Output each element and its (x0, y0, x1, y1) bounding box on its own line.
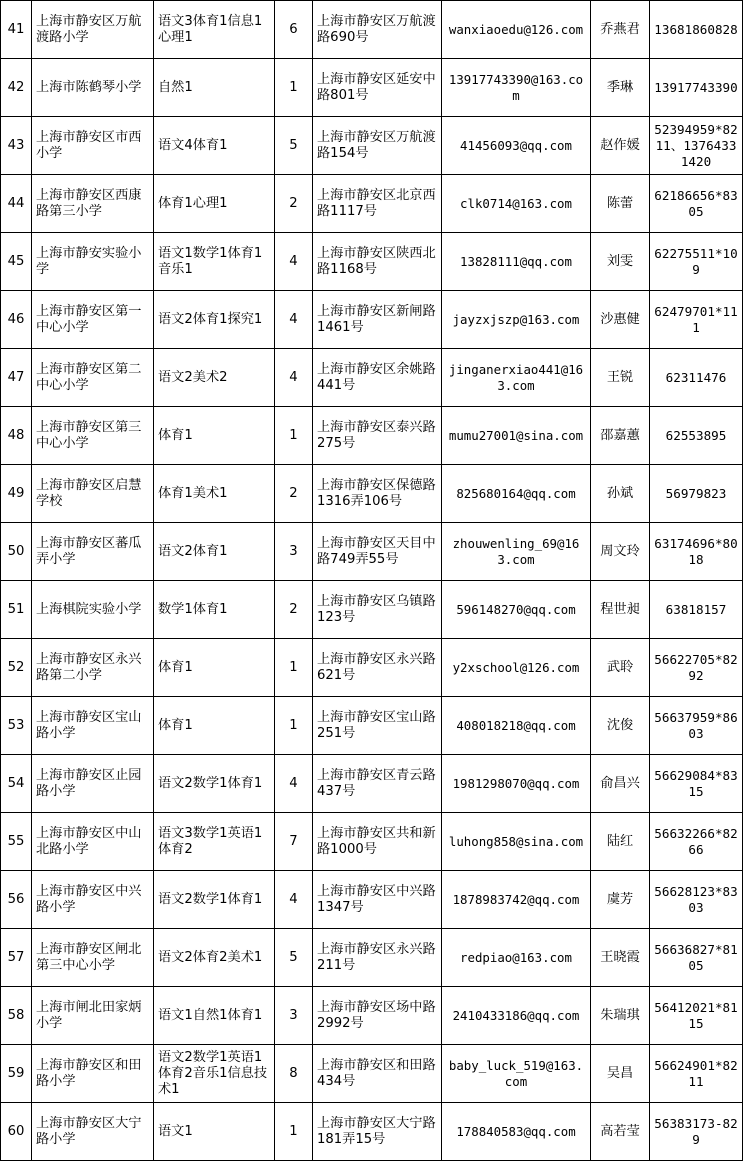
contact-phone: 56632266*8266 (650, 813, 743, 871)
table-row (1, 291, 743, 349)
contact-person: 朱瑞琪 (591, 987, 650, 1045)
contact-email: clk0714@163.com (442, 175, 591, 233)
position-count: 1 (275, 639, 313, 697)
position-count: 4 (275, 291, 313, 349)
contact-email: 596148270@qq.com (442, 581, 591, 639)
table-row (1, 697, 743, 755)
position-needs: 语文3体育1信息1心理1 (154, 1, 275, 59)
position-needs: 体育1心理1 (154, 175, 275, 233)
position-needs: 语文2数学1体育1 (154, 755, 275, 813)
contact-phone: 62275511*109 (650, 233, 743, 291)
position-needs: 语文2体育1 (154, 523, 275, 581)
school-name: 上海市静安区第三中心小学 (32, 407, 154, 465)
position-needs: 语文4体育1 (154, 117, 275, 175)
contact-phone: 62479701*111 (650, 291, 743, 349)
position-count: 2 (275, 175, 313, 233)
school-address: 上海市静安区北京西路1117号 (313, 175, 442, 233)
school-name: 上海市静安区和田路小学 (32, 1045, 154, 1103)
contact-person: 周文玲 (591, 523, 650, 581)
position-needs: 语文1自然1体育1 (154, 987, 275, 1045)
school-address: 上海市静安区延安中路801号 (313, 59, 442, 117)
table-row (1, 523, 743, 581)
table-row (1, 117, 743, 175)
school-name: 上海市静安区闸北第三中心小学 (32, 929, 154, 987)
position-needs: 语文2美术2 (154, 349, 275, 407)
row-number: 47 (1, 349, 32, 407)
table-row (1, 1, 743, 59)
school-address: 上海市静安区保德路1316弄106号 (313, 465, 442, 523)
contact-phone: 56637959*8603 (650, 697, 743, 755)
contact-phone: 63174696*8018 (650, 523, 743, 581)
school-address: 上海市静安区中兴路1347号 (313, 871, 442, 929)
contact-email: 13917743390@163.com (442, 59, 591, 117)
school-name: 上海市静安区启慧学校 (32, 465, 154, 523)
school-address: 上海市静安区宝山路251号 (313, 697, 442, 755)
contact-phone: 56412021*8115 (650, 987, 743, 1045)
contact-phone: 56622705*8292 (650, 639, 743, 697)
position-count: 5 (275, 117, 313, 175)
contact-phone: 56628123*8303 (650, 871, 743, 929)
school-name: 上海市静安区永兴路第二小学 (32, 639, 154, 697)
position-count: 6 (275, 1, 313, 59)
contact-email: 408018218@qq.com (442, 697, 591, 755)
contact-phone: 56383173-829 (650, 1103, 743, 1161)
position-needs: 语文1数学1体育1音乐1 (154, 233, 275, 291)
school-address: 上海市静安区永兴路621号 (313, 639, 442, 697)
table-row (1, 581, 743, 639)
position-count: 4 (275, 233, 313, 291)
contact-person: 俞昌兴 (591, 755, 650, 813)
position-count: 1 (275, 697, 313, 755)
position-count: 8 (275, 1045, 313, 1103)
school-name: 上海市静安区第一中心小学 (32, 291, 154, 349)
position-needs: 语文3数学1英语1体育2 (154, 813, 275, 871)
contact-email: 2410433186@qq.com (442, 987, 591, 1045)
contact-person: 陈蕾 (591, 175, 650, 233)
row-number: 44 (1, 175, 32, 233)
position-needs: 体育1美术1 (154, 465, 275, 523)
table-row (1, 407, 743, 465)
position-count: 3 (275, 523, 313, 581)
school-address: 上海市静安区泰兴路275号 (313, 407, 442, 465)
school-name: 上海市静安区市西小学 (32, 117, 154, 175)
school-address: 上海市静安区乌镇路123号 (313, 581, 442, 639)
school-name: 上海市静安区第二中心小学 (32, 349, 154, 407)
contact-email: jayzxjszp@163.com (442, 291, 591, 349)
contact-person: 赵作媛 (591, 117, 650, 175)
row-number: 59 (1, 1045, 32, 1103)
row-number: 57 (1, 929, 32, 987)
row-number: 52 (1, 639, 32, 697)
contact-email: 13828111@qq.com (442, 233, 591, 291)
contact-person: 沙惠健 (591, 291, 650, 349)
contact-email: mumu27001@sina.com (442, 407, 591, 465)
school-address: 上海市静安区大宁路181弄15号 (313, 1103, 442, 1161)
contact-person: 乔燕君 (591, 1, 650, 59)
table-row (1, 1045, 743, 1103)
row-number: 53 (1, 697, 32, 755)
position-needs: 语文2数学1英语1体育2音乐1信息技术1 (154, 1045, 275, 1103)
contact-person: 吴昌 (591, 1045, 650, 1103)
contact-email: redpiao@163.com (442, 929, 591, 987)
contact-email: baby_luck_519@163.com (442, 1045, 591, 1103)
contact-phone: 62186656*8305 (650, 175, 743, 233)
row-number: 55 (1, 813, 32, 871)
contact-person: 孙斌 (591, 465, 650, 523)
table-row (1, 175, 743, 233)
contact-person: 沈俊 (591, 697, 650, 755)
row-number: 46 (1, 291, 32, 349)
row-number: 49 (1, 465, 32, 523)
school-name: 上海市静安区蕃瓜弄小学 (32, 523, 154, 581)
position-count: 1 (275, 59, 313, 117)
position-count: 1 (275, 407, 313, 465)
contact-person: 王锐 (591, 349, 650, 407)
row-number: 51 (1, 581, 32, 639)
table-row (1, 987, 743, 1045)
contact-phone: 52394959*8211、13764331420 (650, 117, 743, 175)
school-address: 上海市静安区青云路437号 (313, 755, 442, 813)
contact-phone: 63818157 (650, 581, 743, 639)
contact-person: 武聆 (591, 639, 650, 697)
contact-person: 高若莹 (591, 1103, 650, 1161)
table-row (1, 639, 743, 697)
contact-email: 41456093@qq.com (442, 117, 591, 175)
position-count: 4 (275, 871, 313, 929)
school-name: 上海市静安区万航渡路小学 (32, 1, 154, 59)
position-count: 2 (275, 465, 313, 523)
position-needs: 语文1 (154, 1103, 275, 1161)
school-name: 上海市静安区中山北路小学 (32, 813, 154, 871)
contact-phone: 13681860828 (650, 1, 743, 59)
contact-phone: 13917743390 (650, 59, 743, 117)
contact-person: 虞芳 (591, 871, 650, 929)
contact-phone: 62311476 (650, 349, 743, 407)
school-name: 上海市静安区大宁路小学 (32, 1103, 154, 1161)
position-count: 5 (275, 929, 313, 987)
row-number: 56 (1, 871, 32, 929)
position-count: 4 (275, 349, 313, 407)
school-address: 上海市静安区和田路434号 (313, 1045, 442, 1103)
school-name: 上海市静安区止园路小学 (32, 755, 154, 813)
contact-person: 邵嘉蕙 (591, 407, 650, 465)
contact-phone: 62553895 (650, 407, 743, 465)
contact-email: 825680164@qq.com (442, 465, 591, 523)
table-row (1, 1103, 743, 1161)
contact-phone: 56636827*8105 (650, 929, 743, 987)
school-name: 上海市静安区宝山路小学 (32, 697, 154, 755)
row-number: 43 (1, 117, 32, 175)
position-needs: 语文2体育2美术1 (154, 929, 275, 987)
row-number: 41 (1, 1, 32, 59)
school-address: 上海市静安区共和新路1000号 (313, 813, 442, 871)
row-number: 58 (1, 987, 32, 1045)
row-number: 60 (1, 1103, 32, 1161)
school-address: 上海市静安区万航渡路154号 (313, 117, 442, 175)
position-needs: 自然1 (154, 59, 275, 117)
table-row (1, 929, 743, 987)
contact-phone: 56629084*8315 (650, 755, 743, 813)
contact-email: wanxiaoedu@126.com (442, 1, 591, 59)
row-number: 42 (1, 59, 32, 117)
contact-email: zhouwenling_69@163.com (442, 523, 591, 581)
contact-person: 季琳 (591, 59, 650, 117)
contact-email: 1981298070@qq.com (442, 755, 591, 813)
position-count: 4 (275, 755, 313, 813)
contact-email: luhong858@sina.com (442, 813, 591, 871)
contact-person: 王晓霞 (591, 929, 650, 987)
school-name: 上海市陈鹤琴小学 (32, 59, 154, 117)
table-row (1, 755, 743, 813)
contact-email: y2xschool@126.com (442, 639, 591, 697)
school-address: 上海市静安区余姚路441号 (313, 349, 442, 407)
row-number: 54 (1, 755, 32, 813)
school-name: 上海市闸北田家炳小学 (32, 987, 154, 1045)
position-count: 1 (275, 1103, 313, 1161)
school-name: 上海市静安实验小学 (32, 233, 154, 291)
contact-email: 1878983742@qq.com (442, 871, 591, 929)
table-row (1, 813, 743, 871)
contact-email: jinganerxiao441@163.com (442, 349, 591, 407)
school-name: 上海市静安区中兴路小学 (32, 871, 154, 929)
table-row (1, 465, 743, 523)
school-address: 上海市静安区万航渡路690号 (313, 1, 442, 59)
position-needs: 体育1 (154, 639, 275, 697)
contact-person: 刘雯 (591, 233, 650, 291)
contact-phone: 56979823 (650, 465, 743, 523)
position-needs: 数学1体育1 (154, 581, 275, 639)
school-name: 上海市静安区西康路第三小学 (32, 175, 154, 233)
row-number: 50 (1, 523, 32, 581)
contact-person: 陆红 (591, 813, 650, 871)
position-needs: 语文2体育1探究1 (154, 291, 275, 349)
table-row (1, 59, 743, 117)
row-number: 45 (1, 233, 32, 291)
table-row (1, 233, 743, 291)
table-body (1, 1, 743, 1161)
position-count: 3 (275, 987, 313, 1045)
table-row (1, 871, 743, 929)
school-name: 上海棋院实验小学 (32, 581, 154, 639)
school-address: 上海市静安区陕西北路1168号 (313, 233, 442, 291)
position-count: 2 (275, 581, 313, 639)
contact-person: 程世昶 (591, 581, 650, 639)
school-address: 上海市静安区永兴路211号 (313, 929, 442, 987)
position-needs: 体育1 (154, 407, 275, 465)
table-row (1, 349, 743, 407)
contact-email: 178840583@qq.com (442, 1103, 591, 1161)
school-address: 上海市静安区天目中路749弄55号 (313, 523, 442, 581)
position-count: 7 (275, 813, 313, 871)
school-address: 上海市静安区场中路2992号 (313, 987, 442, 1045)
position-needs: 语文2数学1体育1 (154, 871, 275, 929)
contact-phone: 56624901*8211 (650, 1045, 743, 1103)
school-address: 上海市静安区新闸路1461号 (313, 291, 442, 349)
position-needs: 体育1 (154, 697, 275, 755)
row-number: 48 (1, 407, 32, 465)
